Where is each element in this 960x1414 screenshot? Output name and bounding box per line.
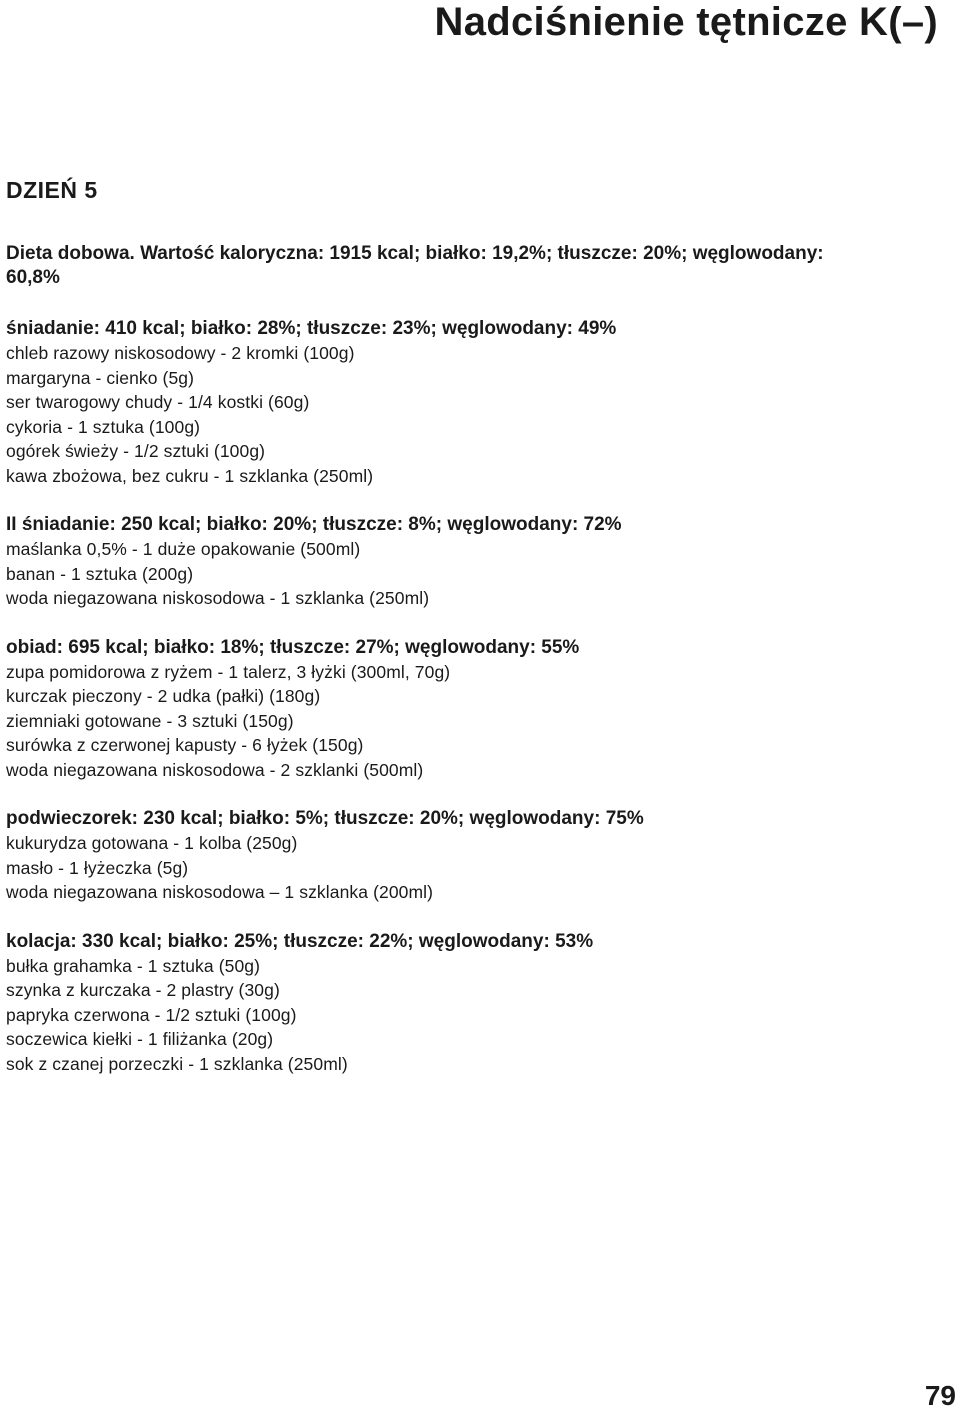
meal-item: woda niegazowana niskosodowa – 1 szklanka (200ml) xyxy=(6,882,434,902)
meal-item: woda niegazowana niskosodowa - 1 szklanka (250ml) xyxy=(6,588,430,608)
page-title: Nadciśnienie tętnicze K(–) xyxy=(434,0,938,44)
meal-item: margaryna - cienko (5g) xyxy=(6,367,195,388)
meal-breakfast xyxy=(6,316,946,488)
meal-item: maślanka 0,5% - 1 duże opakowanie (500ml) xyxy=(6,539,361,559)
meal-item: chleb razowy niskosodowy - 2 kromki (100g) xyxy=(6,343,355,363)
meal-item: kurczak pieczony - 2 udka (pałki) (180g) xyxy=(6,686,321,706)
meal-header: II śniadanie: 250 kcal; białko: 20%; tłuszcze: 8%; węglowodany: 72% xyxy=(6,514,622,535)
meal-header: podwieczorek: 230 kcal; białko: 5%; tłuszcze: 20%; węglowodany: 75% xyxy=(6,808,644,829)
day-heading: DZIEŃ 5 xyxy=(6,177,98,203)
meal-items xyxy=(6,341,946,488)
daily-summary: Dieta dobowa. Wartość kaloryczna: 1915 kcal; białko: 19,2%; tłuszcze: 20%; węglowodany: 60,8% xyxy=(6,243,824,288)
meal-item: soczewica kiełki - 1 filiżanka (20g) xyxy=(6,1029,274,1049)
meal-items xyxy=(6,537,946,611)
meal-items xyxy=(6,660,946,783)
meal-item: cykoria - 1 sztuka (100g) xyxy=(6,416,201,437)
day-section xyxy=(6,172,946,1100)
meal-header: śniadanie: 410 kcal; białko: 28%; tłuszcze: 23%; węglowodany: 49% xyxy=(6,318,617,339)
meal-item: szynka z kurczaka - 2 plastry (30g) xyxy=(6,980,280,1000)
meal-item: kawa zbożowa, bez cukru - 1 szklanka (250ml) xyxy=(6,465,374,486)
meal-item: masło - 1 łyżeczka (5g) xyxy=(6,857,189,878)
meal-second-breakfast xyxy=(6,512,946,611)
meal-header: kolacja: 330 kcal; białko: 25%; tłuszcze: 22%; węglowodany: 53% xyxy=(6,930,594,952)
meal-items xyxy=(6,831,946,905)
page-number: 79 xyxy=(924,1380,956,1411)
meal-item: ser twarogowy chudy - 1/4 kostki (60g) xyxy=(6,392,310,412)
meal-item: papryka czerwona - 1/2 sztuki (100g) xyxy=(6,1004,297,1025)
meal-item: sok z czanej porzeczki - 1 szklanka (250ml) xyxy=(6,1053,348,1074)
meal-header: obiad: 695 kcal; białko: 18%; tłuszcze: 27%; węglowodany: 55% xyxy=(6,636,580,658)
meal-item: ogórek świeży - 1/2 sztuki (100g) xyxy=(6,441,266,461)
meal-lunch xyxy=(6,635,946,783)
meal-item: surówka z czerwonej kapusty - 6 łyżek (150g) xyxy=(6,735,364,755)
meal-afternoon-snack xyxy=(6,806,946,905)
meal-list xyxy=(6,316,946,1076)
meal-items xyxy=(6,954,946,1077)
meal-item: kukurydza gotowana - 1 kolba (250g) xyxy=(6,833,298,853)
meal-dinner xyxy=(6,929,946,1077)
meal-item: woda niegazowana niskosodowa - 2 szklanki (500ml) xyxy=(6,759,424,780)
meal-item: bułka grahamka - 1 sztuka (50g) xyxy=(6,955,261,976)
meal-item: ziemniaki gotowane - 3 sztuki (150g) xyxy=(6,710,294,731)
meal-item: zupa pomidorowa z ryżem - 1 talerz, 3 łyżki (300ml, 70g) xyxy=(6,661,451,682)
meal-item: banan - 1 sztuka (200g) xyxy=(6,563,194,584)
